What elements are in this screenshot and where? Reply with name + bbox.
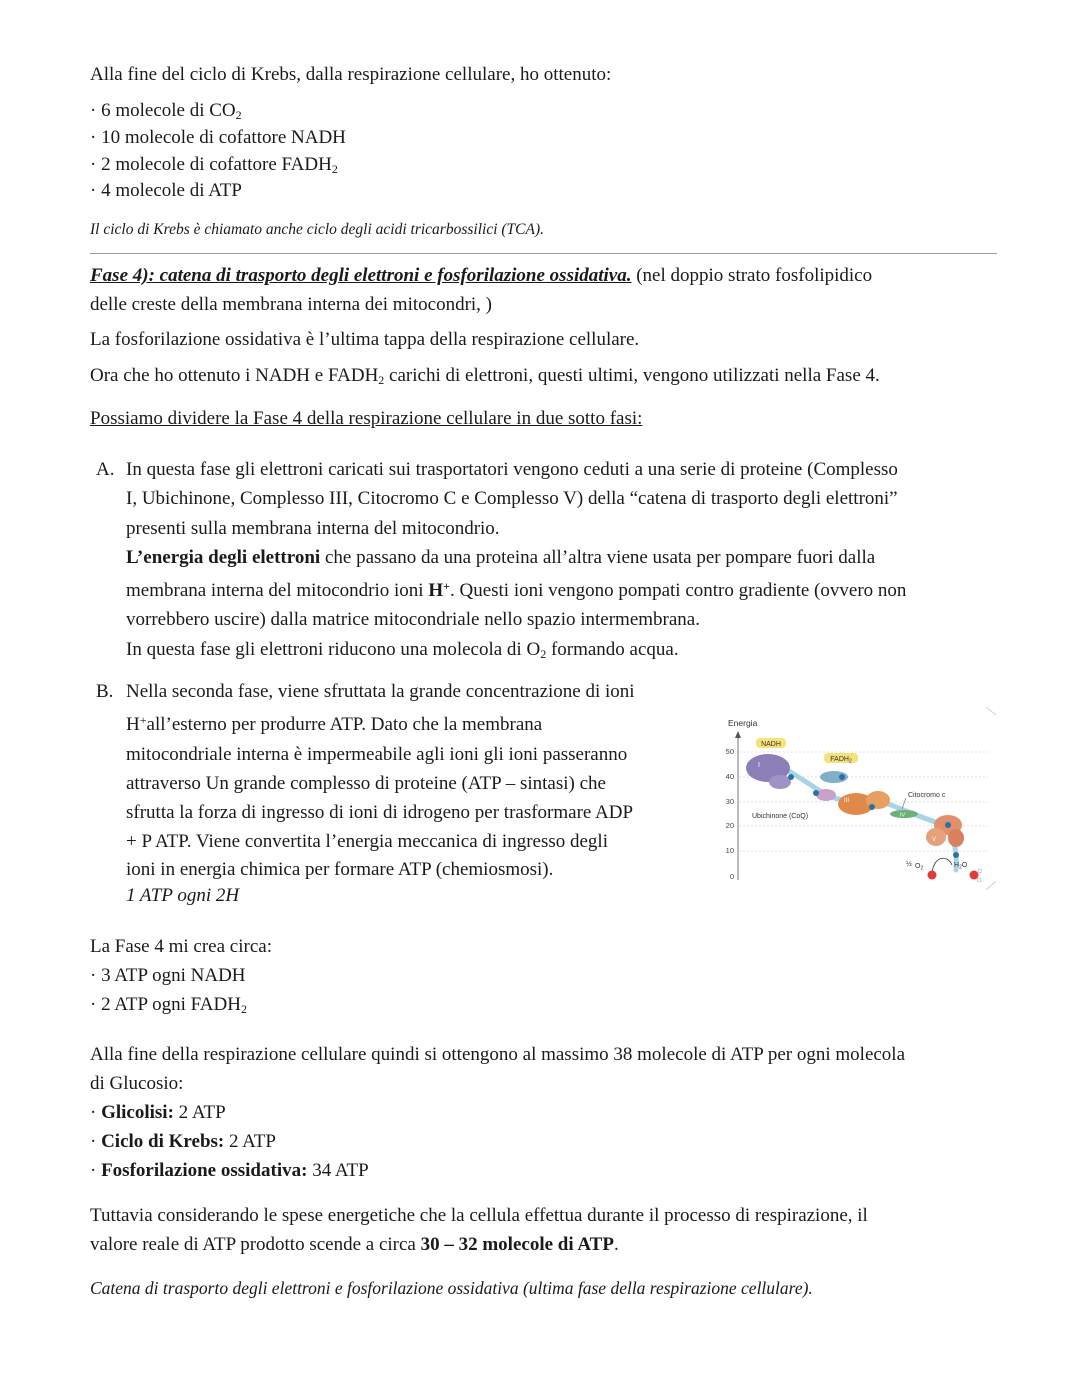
summary-title: La Fase 4 mi crea circa: bbox=[90, 936, 272, 957]
krebs-item-1: · 6 molecole di $CO_2$ bbox=[90, 100, 242, 122]
ubiquinone-label: Ubichinone (CoQ) bbox=[752, 813, 809, 820]
complex-3-label: III bbox=[844, 798, 850, 804]
breakdown-krebs: · Ciclo di Krebs: 2 ATP bbox=[90, 1131, 276, 1152]
water-oxygen-atom bbox=[970, 871, 979, 880]
krebs-item-4: · 4 molecole di ATP bbox=[90, 180, 242, 201]
krebs-item-2: · 10 molecole di cofattore NADH bbox=[90, 127, 346, 148]
real-value-line-1: Tuttavia considerando le spese energetiche che la cellula effettua durante il processo di respirazione, il bbox=[90, 1205, 868, 1226]
tick-20: 20 bbox=[725, 821, 734, 830]
fase4-paragraph-2: Ora che ho ottenuto i NADH e $FADH_2$ carichi di elettroni, questi ultimi, vengono utilizzati nella Fase 4. bbox=[90, 365, 880, 387]
complex-4-label: IV bbox=[900, 812, 906, 819]
tick-50: 50 bbox=[725, 747, 734, 756]
ubiquinone-shape bbox=[816, 789, 836, 801]
fadh2-label: $FADH_2$ bbox=[830, 756, 852, 765]
o2-label: $O_2$ bbox=[915, 863, 924, 872]
subphase-b-text: Nella seconda fase, viene sfruttata la grande concentrazione di ioni H+all’esterno per produrre ATP. Dato che la membrana mitocondriale interna è impermeabile agli ioni gli ioni passeranno attraverso Un grande complesso di proteine (ATP – sintasi) che sfrutta la forza di ingresso di ioni di idrogeno per trasformare ADP + P ATP. Viene convertita l’energia meccanica di ingresso degli ioni in energia chimica per formare ATP (chemiosmosi). 1 ATP ogni 2H bbox=[126, 681, 635, 906]
summary-item-nadh: · 3 ATP ogni NADH bbox=[90, 965, 246, 986]
half-label: ½ bbox=[906, 861, 912, 868]
krebs-intro: Alla fine del ciclo di Krebs, dalla respirazione cellulare, ho ottenuto: bbox=[90, 64, 612, 85]
tick-40: 40 bbox=[725, 772, 734, 781]
subphase-a-marker: A. bbox=[96, 459, 115, 480]
electron-transport-diagram bbox=[716, 705, 998, 895]
tick-30: 30 bbox=[725, 797, 734, 806]
h2o-label: $H_2O$ bbox=[954, 862, 968, 871]
subphase-b-marker: B. bbox=[96, 681, 114, 702]
fase4-paragraph-1: La fosforilazione ossidativa è l’ultima tappa della respirazione cellulare. bbox=[90, 329, 640, 350]
krebs-item-3: · 2 molecole di cofattore $FADH_2$ bbox=[90, 154, 338, 176]
y-axis-label: Energia bbox=[728, 718, 758, 728]
breakdown-fosforilazione: · Fosforilazione ossidativa: 34 ATP bbox=[90, 1160, 369, 1181]
krebs-note: Il ciclo di Krebs è chiamato anche ciclo degli acidi tricarbossilici (TCA). bbox=[90, 221, 545, 238]
real-value-line-2: valore reale di ATP prodotto scende a circa 30 – 32 molecole di ATP. bbox=[90, 1234, 619, 1255]
fase4-heading: Fase 4): catena di trasporto degli elettroni e fosforilazione ossidativa. (nel doppio strato fosfolipidico bbox=[90, 265, 873, 286]
subphases-title: Possiamo dividere la Fase 4 della respirazione cellulare in due sotto fasi: bbox=[90, 408, 643, 429]
complex-5-label: V bbox=[932, 837, 937, 843]
tick-10: 10 bbox=[725, 846, 734, 855]
section-divider bbox=[90, 253, 997, 254]
nadh-label: NADH bbox=[761, 741, 781, 748]
subphase-a-text: In questa fase gli elettroni caricati sui trasportatori vengono ceduti a una serie di proteine (Complesso I, Ubichinone, Complesso III, Citocromo C e Complesso V) della “catena di trasporto degli elettroni” presenti sulla membrana interna del mitocondrio. L’energia degli elettroni che passano da una proteina all’altra viene usata per pompare fuori dalla membrana interna del mitocondrio ioni H+. Questi ioni vengono pompati contro gradiente (ovvero non vorrebbero uscire) dalla matrice mitocondriale nello spazio intermembrana. In questa fase gli elettroni riducono una molecola di $O_2$ formando acqua. bbox=[126, 459, 907, 661]
total-line-1: Alla fine della respirazione cellulare quindi si ottengono al massimo 38 molecole di ATP per ogni molecola bbox=[90, 1044, 906, 1065]
summary-item-fadh2: · 2 ATP ogni $FADH_2$ bbox=[90, 994, 247, 1016]
complex-1-label: I bbox=[758, 762, 760, 769]
oxygen-atom bbox=[928, 871, 937, 880]
tick-0: 0 bbox=[729, 872, 734, 881]
breakdown-glicolisi: · Glicolisi: 2 ATP bbox=[90, 1102, 226, 1123]
cytochrome-c-label: Citocromo c bbox=[908, 792, 946, 799]
fase4-heading-line2: delle creste della membrana interna dei mitocondri, ) bbox=[90, 294, 492, 315]
total-line-2: di Glucosio: bbox=[90, 1073, 184, 1094]
figure-caption: Catena di trasporto degli elettroni e fosforilazione ossidativa (ultima fase della respirazione cellulare). bbox=[90, 1278, 813, 1298]
